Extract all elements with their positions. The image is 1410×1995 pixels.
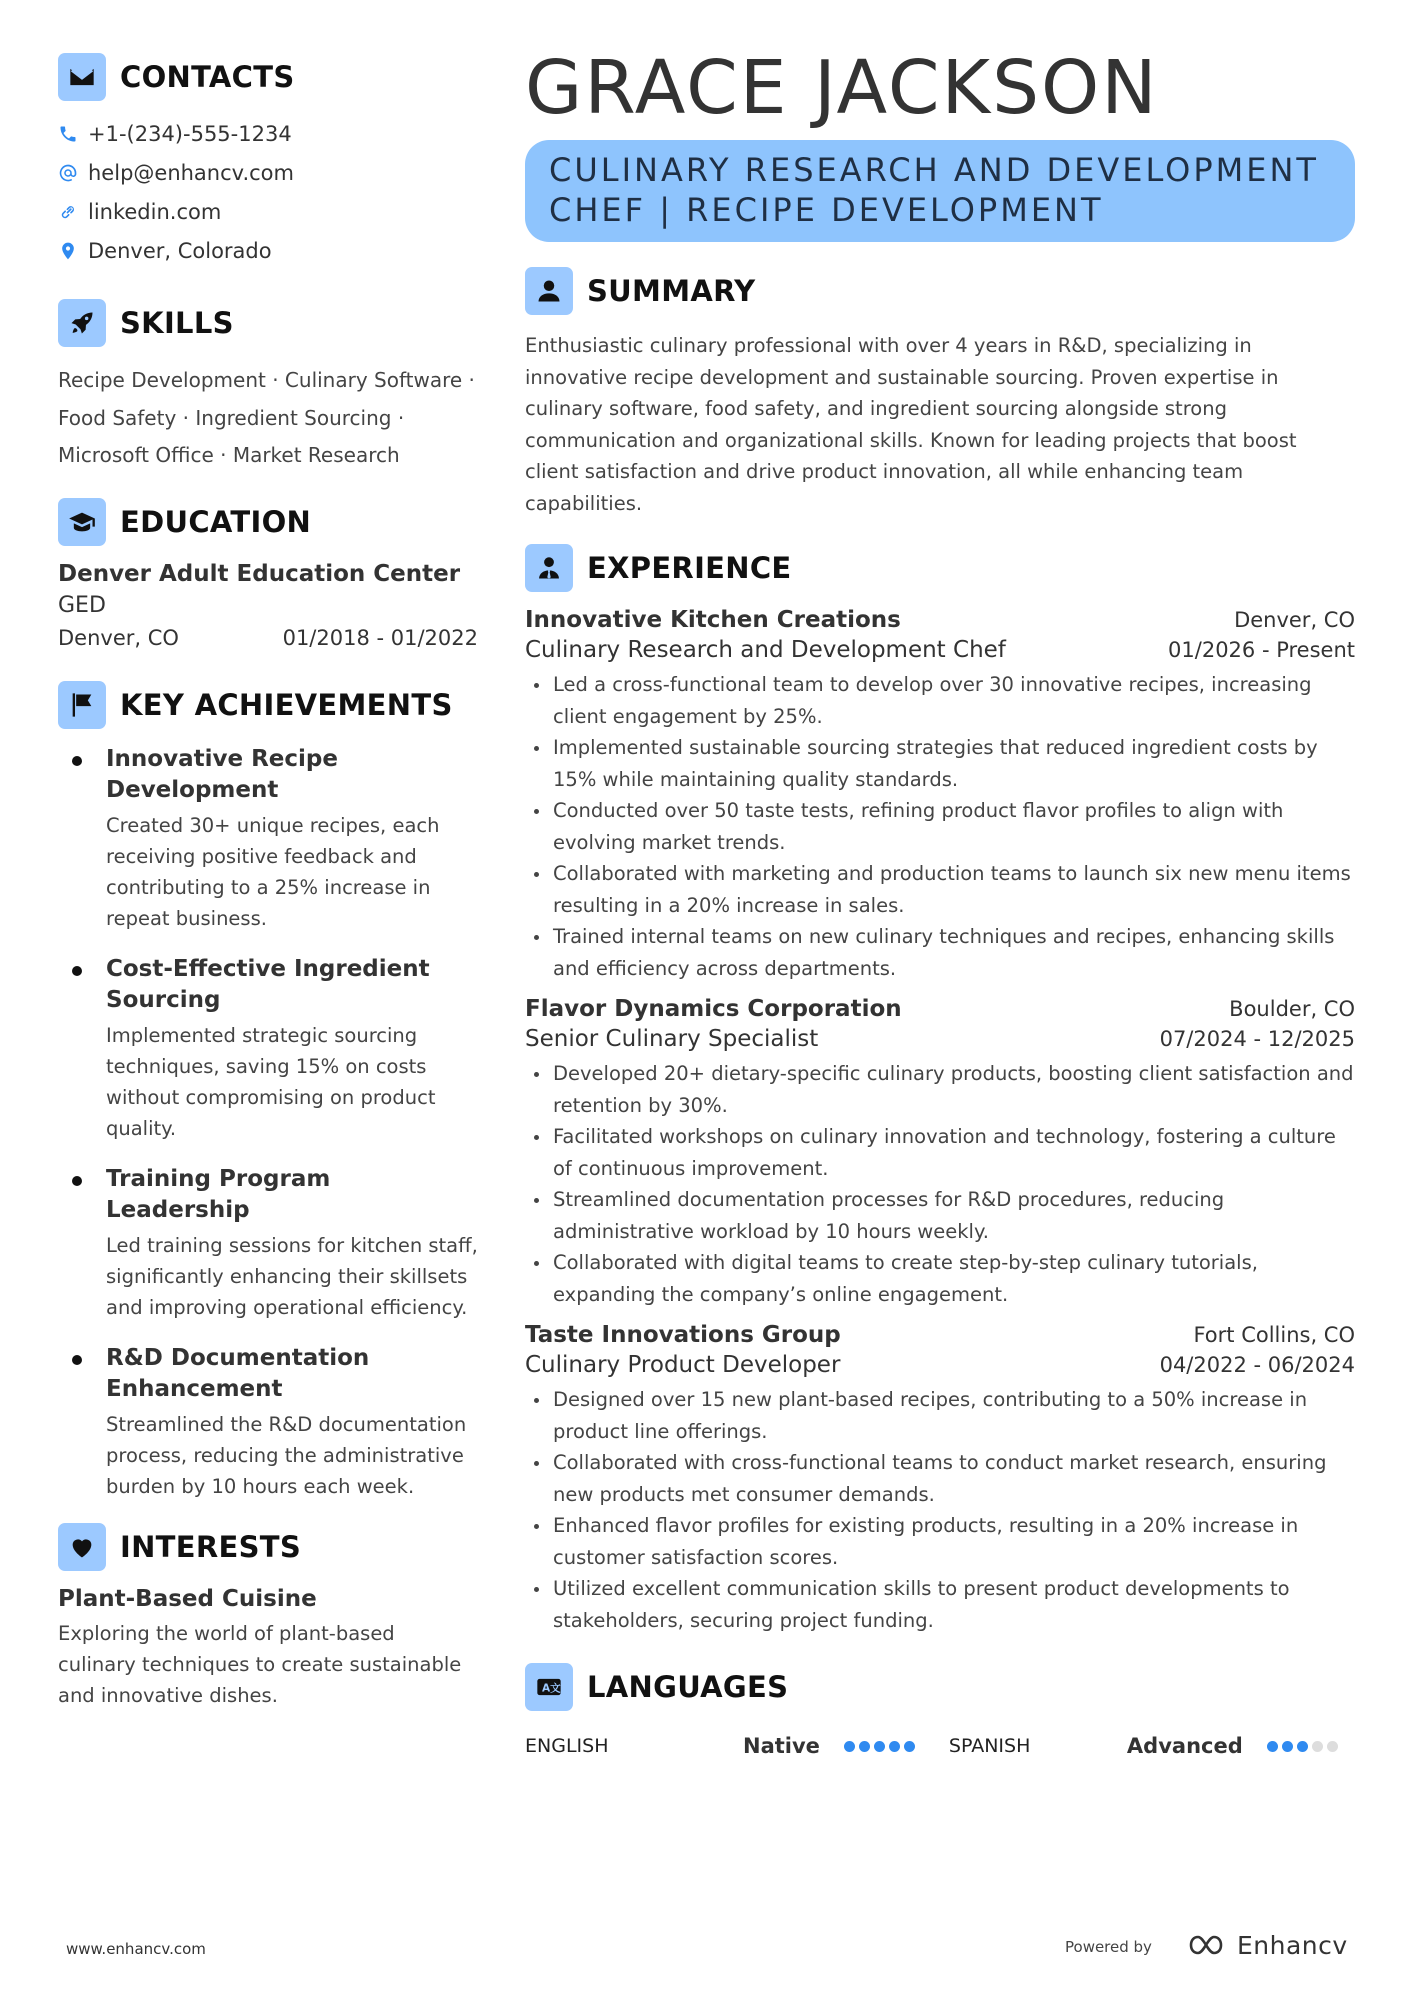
job-role: Senior Culinary Specialist bbox=[525, 1026, 819, 1052]
achievement-title: R&D Documentation Enhancement bbox=[106, 1344, 370, 1402]
right-column bbox=[525, 45, 1355, 1766]
link-icon bbox=[58, 202, 78, 222]
svg-text:A: A bbox=[542, 1682, 551, 1695]
proficiency-dot bbox=[844, 1741, 855, 1752]
skills-header bbox=[58, 298, 478, 348]
footer-brand: Enhancv bbox=[1237, 1930, 1348, 1960]
enhancv-logo-icon bbox=[1185, 1930, 1233, 1960]
envelope-icon bbox=[58, 53, 106, 101]
heart-icon bbox=[58, 1523, 106, 1571]
education-title: EDUCATION bbox=[120, 504, 312, 539]
svg-text:文: 文 bbox=[550, 1682, 561, 1695]
achievement-item bbox=[58, 1343, 478, 1502]
achievements-list bbox=[58, 744, 478, 1502]
job-bullet: Led a cross-functional team to develop over 30 innovative recipes, increasing client engagement by 25%. bbox=[525, 669, 1355, 732]
interest-title: Plant-Based Cuisine bbox=[58, 1585, 317, 1612]
job-dates: 01/2026 - Present bbox=[1168, 638, 1355, 662]
achievement-item bbox=[58, 954, 478, 1144]
candidate-name: GRACE JACKSON bbox=[525, 45, 1159, 131]
job-role: Culinary Product Developer bbox=[525, 1352, 841, 1378]
summary-title: SUMMARY bbox=[587, 274, 756, 308]
at-icon bbox=[58, 163, 78, 183]
proficiency-dot bbox=[1312, 1741, 1323, 1752]
user-icon bbox=[525, 267, 573, 315]
job-bullet: Designed over 15 new plant-based recipes, contributing to a 50% increase in product line offerings. bbox=[525, 1384, 1355, 1447]
job-dates: 07/2024 - 12/2025 bbox=[1159, 1027, 1355, 1051]
interests-header bbox=[58, 1522, 478, 1572]
languages-title: LANGUAGES bbox=[587, 1670, 789, 1704]
job-bullets bbox=[525, 669, 1355, 984]
skills-line: Recipe Development · Culinary Software · bbox=[58, 368, 475, 392]
proficiency-dot bbox=[1267, 1741, 1278, 1752]
languages-header bbox=[525, 1662, 1355, 1712]
achievement-item bbox=[58, 1164, 478, 1323]
skills-title: SKILLS bbox=[120, 306, 234, 340]
contact-location bbox=[58, 231, 478, 270]
language-dots bbox=[844, 1741, 915, 1752]
job-bullet: Developed 20+ dietary-specific culinary products, boosting client satisfaction and retention by 30%. bbox=[525, 1058, 1355, 1121]
bullet-dot bbox=[72, 1355, 82, 1365]
achievements-title: KEY ACHIEVEMENTS bbox=[120, 687, 453, 722]
contacts-header bbox=[58, 52, 478, 102]
phone-icon bbox=[58, 124, 78, 144]
job-bullet: Enhanced flavor profiles for existing products, resulting in a 20% increase in customer satisfaction scores. bbox=[525, 1510, 1355, 1573]
job-entry bbox=[525, 607, 1355, 984]
education-dates: 01/2018 - 01/2022 bbox=[282, 625, 478, 650]
job-bullet: Conducted over 50 taste tests, refining product flavor profiles to align with evolving market trends. bbox=[525, 795, 1355, 858]
job-bullets bbox=[525, 1058, 1355, 1310]
achievement-desc: Implemented strategic sourcing techniques, saving 15% on costs without compromising on product quality. bbox=[106, 1023, 436, 1140]
contact-linkedin[interactable] bbox=[58, 192, 478, 231]
job-entry bbox=[525, 1322, 1355, 1636]
job-location: Denver, CO bbox=[1234, 608, 1355, 632]
language-level: Native bbox=[743, 1734, 820, 1758]
briefcase-user-icon bbox=[525, 544, 573, 592]
phone-text: +1-(234)-555-1234 bbox=[88, 121, 292, 146]
job-bullets bbox=[525, 1384, 1355, 1636]
achievement-item bbox=[58, 744, 478, 934]
footer bbox=[0, 1930, 1410, 1970]
achievements-header bbox=[58, 680, 478, 730]
proficiency-dot bbox=[904, 1741, 915, 1752]
rocket-icon bbox=[58, 299, 106, 347]
bullet-dot bbox=[72, 966, 82, 976]
job-bullet: Collaborated with marketing and production teams to launch six new menu items resulting in a 20% increase in sales. bbox=[525, 858, 1355, 921]
contacts-title: CONTACTS bbox=[120, 60, 295, 94]
job-entry bbox=[525, 996, 1355, 1310]
location-text: Denver, Colorado bbox=[88, 238, 272, 263]
language-item bbox=[525, 1726, 949, 1766]
job-company: Flavor Dynamics Corporation bbox=[525, 996, 902, 1022]
job-company: Innovative Kitchen Creations bbox=[525, 607, 901, 633]
job-bullet: Implemented sustainable sourcing strategies that reduced ingredient costs by 15% while maintaining quality standards. bbox=[525, 732, 1355, 795]
interests-title: INTERESTS bbox=[120, 1529, 302, 1564]
left-column bbox=[58, 52, 478, 1711]
education-location: Denver, CO bbox=[58, 625, 179, 650]
interest-desc: Exploring the world of plant-based culinary techniques to create sustainable and innovative dishes. bbox=[58, 1621, 462, 1707]
proficiency-dot bbox=[1282, 1741, 1293, 1752]
email-text: help@enhancv.com bbox=[88, 160, 294, 185]
job-bullet: Trained internal teams on new culinary techniques and recipes, enhancing skills and efficiency across departments. bbox=[525, 921, 1355, 984]
achievement-desc: Created 30+ unique recipes, each receiving positive feedback and contributing to a 25% increase in repeat business. bbox=[106, 813, 440, 930]
language-dots bbox=[1267, 1741, 1338, 1752]
skills-line: Microsoft Office · Market Research bbox=[58, 443, 400, 467]
proficiency-dot bbox=[1297, 1741, 1308, 1752]
experience-title: EXPERIENCE bbox=[587, 551, 792, 585]
graduation-cap-icon bbox=[58, 498, 106, 546]
footer-url[interactable]: www.enhancv.com bbox=[66, 1940, 206, 1958]
skills-list bbox=[58, 362, 478, 475]
achievement-desc: Led training sessions for kitchen staff, significantly enhancing their skillsets and improving operational efficiency. bbox=[106, 1233, 478, 1319]
language-item bbox=[949, 1726, 1372, 1766]
flag-icon bbox=[58, 681, 106, 729]
job-bullet: Facilitated workshops on culinary innovation and technology, fostering a culture of continuous improvement. bbox=[525, 1121, 1355, 1184]
proficiency-dot bbox=[874, 1741, 885, 1752]
job-dates: 04/2022 - 06/2024 bbox=[1159, 1353, 1355, 1377]
job-company: Taste Innovations Group bbox=[525, 1322, 841, 1348]
skills-line: Food Safety · Ingredient Sourcing · bbox=[58, 405, 405, 430]
contact-email[interactable] bbox=[58, 153, 478, 192]
education-header bbox=[58, 497, 478, 547]
job-location: Boulder, CO bbox=[1229, 997, 1355, 1021]
bullet-dot bbox=[72, 1176, 82, 1186]
achievement-title: Training Program Leadership bbox=[106, 1165, 331, 1223]
job-role: Culinary Research and Development Chef bbox=[525, 637, 1006, 663]
experience-header bbox=[525, 543, 1355, 593]
proficiency-dot bbox=[889, 1741, 900, 1752]
proficiency-dot bbox=[859, 1741, 870, 1752]
bullet-dot bbox=[72, 756, 82, 766]
linkedin-text: linkedin.com bbox=[88, 199, 222, 224]
contact-phone[interactable] bbox=[58, 114, 478, 153]
job-bullet: Utilized excellent communication skills to present product developments to stakeholders, securing project funding. bbox=[525, 1573, 1355, 1636]
summary-header bbox=[525, 266, 1355, 316]
footer-powered-by: Powered by bbox=[1065, 1938, 1152, 1956]
achievement-title: Innovative Recipe Development bbox=[106, 745, 338, 803]
achievement-desc: Streamlined the R&D documentation process, reducing the administrative burden by 10 hours each week. bbox=[106, 1412, 467, 1498]
translate-icon bbox=[525, 1663, 573, 1711]
education-school: Denver Adult Education Center bbox=[58, 560, 461, 587]
languages-list bbox=[525, 1726, 1355, 1766]
enhancv-logo[interactable] bbox=[1185, 1930, 1348, 1960]
education-degree: GED bbox=[58, 592, 106, 618]
language-name: SPANISH bbox=[948, 1735, 1031, 1757]
job-bullet: Collaborated with cross-functional teams to conduct market research, ensuring new products met consumer demands. bbox=[525, 1447, 1355, 1510]
proficiency-dot bbox=[1327, 1741, 1338, 1752]
summary-text: Enthusiastic culinary professional with over 4 years in R&D, specializing in innovative recipe development and sustainable sourcing. Proven expertise in culinary software, food safety, and ingredient sourcing alongside strong communication and organizational skills. Known for leading projects that boost client satisfaction and drive product innovation, all while enhancing team capabilities. bbox=[525, 334, 1297, 515]
job-bullet: Streamlined documentation processes for R&D procedures, reducing administrative workload by 10 hours weekly. bbox=[525, 1184, 1355, 1247]
education-meta bbox=[58, 626, 478, 650]
job-bullet: Collaborated with digital teams to create step-by-step culinary tutorials, expanding the company’s online engagement. bbox=[525, 1247, 1355, 1310]
achievement-title: Cost-Effective Ingredient Sourcing bbox=[106, 955, 430, 1013]
job-location: Fort Collins, CO bbox=[1193, 1323, 1355, 1347]
language-name: ENGLISH bbox=[525, 1735, 609, 1757]
job-title-banner bbox=[525, 140, 1355, 242]
job-title-text: CULINARY RESEARCH AND DEVELOPMENT CHEF | RECIPE DEVELOPMENT bbox=[549, 151, 1319, 229]
map-pin-icon bbox=[58, 241, 78, 261]
language-level: Advanced bbox=[1126, 1734, 1243, 1758]
